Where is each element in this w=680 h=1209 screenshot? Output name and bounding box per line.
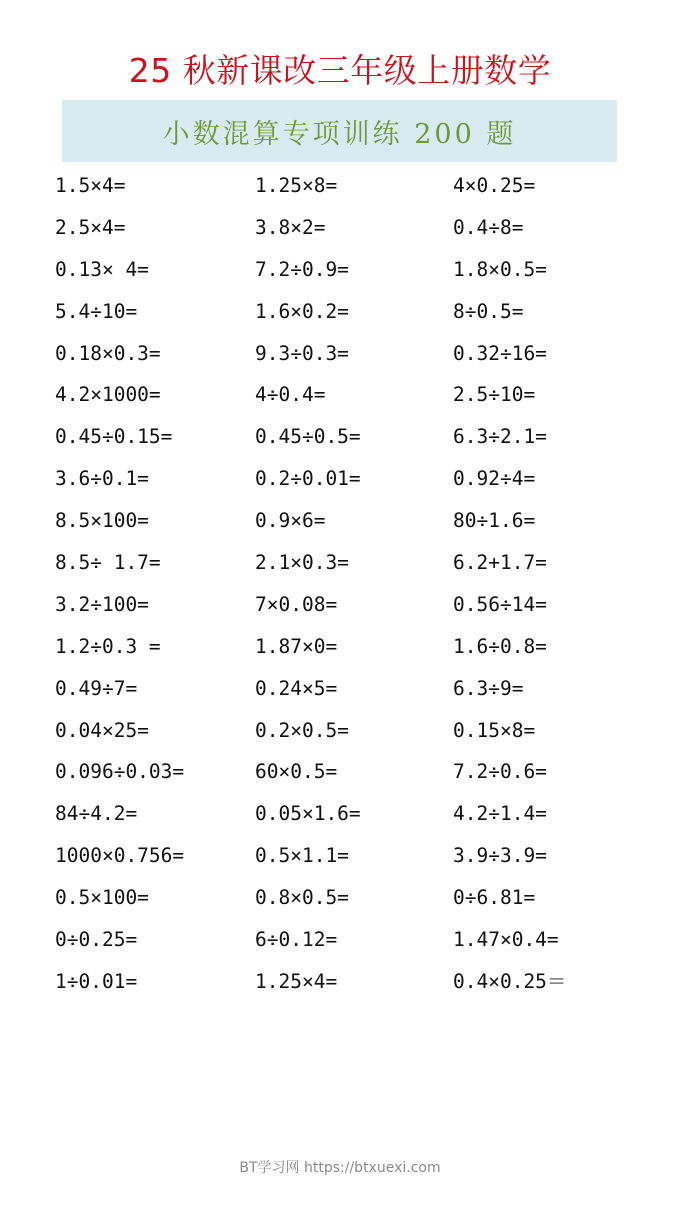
problem-item: 0.4×0.25＝ (453, 969, 567, 993)
problem-item: 7.2÷0.9= (255, 257, 349, 281)
problem-row (55, 333, 655, 375)
subtitle: 小数混算专项训练 200 题 (162, 118, 517, 150)
footer-watermark: BT学习网 https://btxuexi.com (239, 1160, 441, 1176)
problem-item: 1.6÷0.8= (453, 634, 547, 658)
problem-item: 0.13× 4= (55, 257, 149, 281)
problem-item: 9.3÷0.3= (255, 341, 349, 365)
problem-item: 0.05×1.6= (255, 802, 361, 826)
problem-row (55, 416, 655, 458)
problem-item: 0.18×0.3= (55, 341, 161, 365)
problem-row (55, 668, 655, 710)
problem-item: 8÷0.5= (453, 299, 524, 323)
problem-item: 0.5×1.1= (255, 844, 349, 868)
problem-item: 0.4÷8= (453, 215, 524, 239)
problem-item: 0.24×5= (255, 676, 338, 700)
problem-row (55, 291, 655, 333)
problem-row (55, 542, 655, 584)
problem-item: 60×0.5= (255, 760, 338, 784)
problem-item: 0.096÷0.03= (55, 760, 185, 784)
problem-item: 1.5×4= (55, 173, 126, 197)
problem-item: 3.6÷0.1= (55, 467, 149, 491)
problem-item: 0.45÷0.15= (55, 425, 173, 449)
problem-item: 7.2÷0.6= (453, 760, 547, 784)
problem-item: 1.25×8= (255, 173, 338, 197)
problem-item: 2.5÷10= (453, 383, 536, 407)
problem-item: 4.2÷1.4= (453, 802, 547, 826)
problem-row (55, 751, 655, 793)
problem-item: 0.2÷0.01= (255, 467, 361, 491)
problem-item: 84÷4.2= (55, 802, 138, 826)
problem-item: 8.5×100= (55, 509, 149, 533)
problem-item: 7×0.08= (255, 592, 338, 616)
problem-item: 0.5×100= (55, 886, 149, 910)
problem-item: 1000×0.756= (55, 844, 185, 868)
problem-item: 0÷6.81= (453, 886, 536, 910)
problem-item: 1.2÷0.3 = (55, 634, 161, 658)
problem-row (55, 793, 655, 835)
problem-item: 1.25×4= (255, 969, 338, 993)
problem-row (55, 500, 655, 542)
problem-row (55, 207, 655, 249)
problem-item: 0.9×6= (255, 509, 326, 533)
problem-item: 0.15×8= (453, 718, 536, 742)
problem-row (55, 374, 655, 416)
problem-item: 8.5÷ 1.7= (55, 550, 161, 574)
problem-row (55, 584, 655, 626)
problem-item: 4÷0.4= (255, 383, 326, 407)
problem-item: 0.8×0.5= (255, 886, 349, 910)
problem-row (55, 877, 655, 919)
problem-item: 0.32÷16= (453, 341, 547, 365)
problem-item: 0.92÷4= (453, 467, 536, 491)
problem-item: 1.87×0= (255, 634, 338, 658)
problem-row (55, 458, 655, 500)
problem-item: 0.45÷0.5= (255, 425, 361, 449)
problem-item: 6÷0.12= (255, 927, 338, 951)
problem-item: 80÷1.6= (453, 509, 536, 533)
problem-item: 1÷0.01= (55, 969, 138, 993)
problem-item: 5.4÷10= (55, 299, 138, 323)
problem-item: 3.9÷3.9= (453, 844, 547, 868)
problem-row (55, 626, 655, 668)
problem-item: 3.8×2= (255, 215, 326, 239)
subtitle-banner (62, 100, 617, 162)
problem-row (55, 919, 655, 961)
problem-item: 1.8×0.5= (453, 257, 547, 281)
problem-row (55, 165, 655, 207)
problem-row (55, 835, 655, 877)
problem-item: 0.04×25= (55, 718, 149, 742)
problem-item: 1.47×0.4= (453, 927, 559, 951)
problem-grid (55, 165, 655, 1003)
problem-item: 0.49÷7= (55, 676, 138, 700)
problem-item: 1.6×0.2= (255, 299, 349, 323)
problem-item: 2.1×0.3= (255, 550, 349, 574)
problem-item: 4×0.25= (453, 173, 536, 197)
problem-row (55, 961, 655, 1003)
problem-item: 3.2÷100= (55, 592, 149, 616)
problem-row (55, 710, 655, 752)
page-title: 25 秋新课改三年级上册数学 (128, 51, 552, 90)
problem-item: 0.2×0.5= (255, 718, 349, 742)
problem-row (55, 249, 655, 291)
problem-item: 6.3÷2.1= (453, 425, 547, 449)
problem-item: 4.2×1000= (55, 383, 161, 407)
problem-item: 0.56÷14= (453, 592, 547, 616)
problem-item: 6.2+1.7= (453, 550, 547, 574)
problem-item: 2.5×4= (55, 215, 126, 239)
problem-item: 6.3÷9= (453, 676, 524, 700)
problem-item: 0÷0.25= (55, 927, 138, 951)
